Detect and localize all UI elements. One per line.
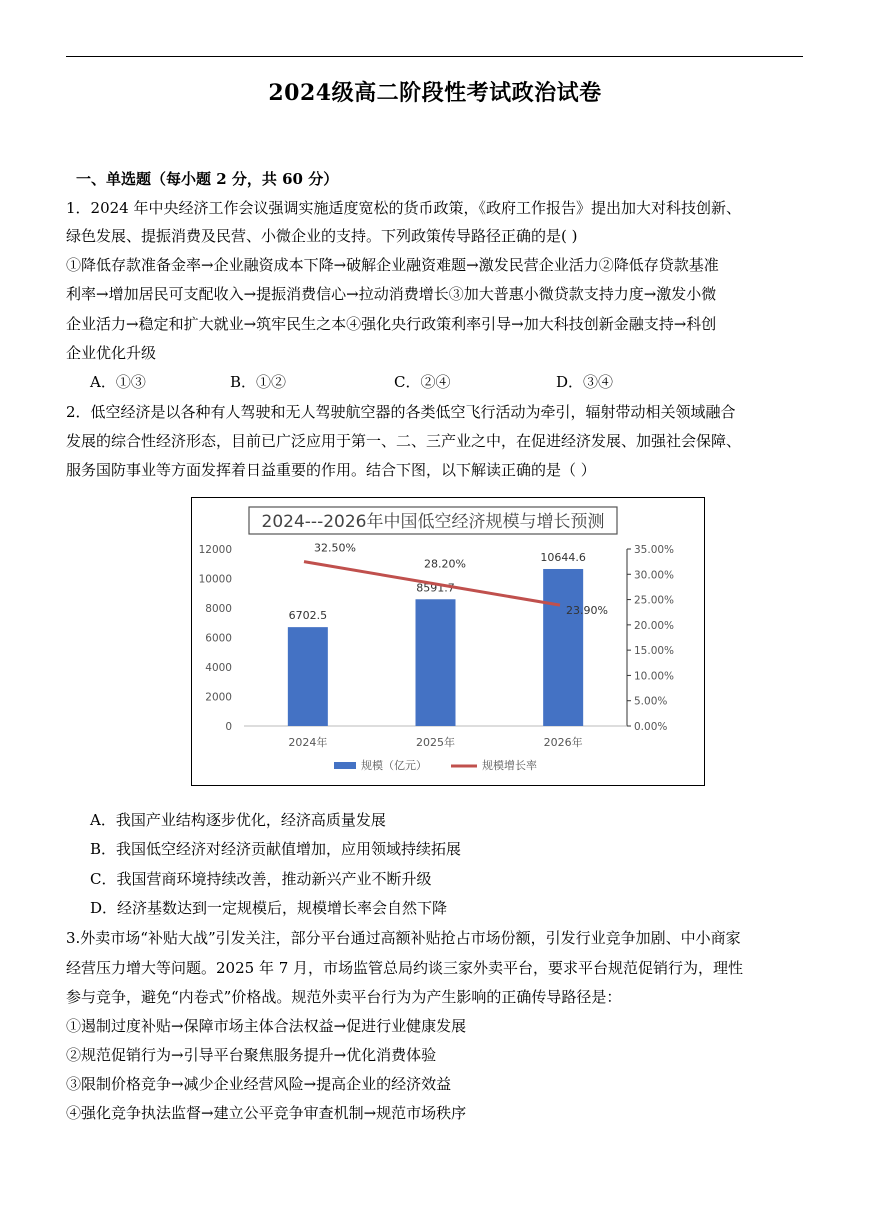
chart-svg bbox=[192, 498, 703, 784]
header-rule bbox=[66, 56, 803, 57]
option-a[interactable]: A．①③ bbox=[90, 373, 146, 391]
question-text: ③限制价格竞争→减少企业经营风险→提高企业的经济效益 bbox=[66, 1075, 452, 1093]
y-tick-label: 10000 bbox=[198, 573, 232, 586]
x-tick-label: 2026年 bbox=[543, 736, 583, 749]
question-text: 企业活力→稳定和扩大就业→筑牢民生之本④强化央行政策利率引导→加大科技创新金融支持→科创 bbox=[66, 315, 717, 333]
y2-tick-label: 5.00% bbox=[634, 695, 668, 708]
y-tick-label: 4000 bbox=[205, 662, 232, 674]
line-data-label: 32.50% bbox=[314, 541, 356, 555]
y-tick-label: 6000 bbox=[205, 632, 232, 645]
question-text: 3.外卖市场“补贴大战”引发关注，部分平台通过高额补贴抢占市场份额，引发行业竞争加剧、中小商家 bbox=[66, 929, 741, 947]
section-heading: 一、单选题（每小题 2 分，共 60 分） bbox=[76, 170, 339, 188]
question-text: ①降低存款准备金率→企业融资成本下降→破解企业融资难题→激发民营企业活力②降低存贷款基准 bbox=[66, 256, 719, 274]
legend-label: 规模（亿元） bbox=[361, 759, 427, 772]
question-text: 服务国防事业等方面发挥着日益重要的作用。结合下图，以下解读正确的是（ ） bbox=[66, 461, 596, 479]
line-data-label: 28.20% bbox=[424, 557, 466, 571]
y-tick-label: 12000 bbox=[198, 544, 232, 556]
y2-tick-label: 0.00% bbox=[634, 721, 668, 733]
question-text: 绿色发展、提振消费及民营、小微企业的支持。下列政策传导路径正确的是( ) bbox=[66, 227, 578, 245]
question-text: ①遏制过度补贴→保障市场主体合法权益→促进行业健康发展 bbox=[66, 1017, 467, 1035]
question-text: 发展的综合性经济形态，目前已广泛应用于第一、二、三产业之中，在促进经济发展、加强社会保障、 bbox=[66, 432, 742, 450]
bar-data-label: 10644.6 bbox=[540, 550, 586, 564]
page-title: 2024级高二阶段性考试政治试卷 bbox=[268, 80, 602, 106]
y2-tick-label: 20.00% bbox=[634, 619, 675, 632]
question-text: 2．低空经济是以各种有人驾驶和无人驾驶航空器的各类低空飞行活动为牵引，辐射带动相关领域融合 bbox=[66, 403, 736, 421]
x-tick-label: 2025年 bbox=[416, 736, 455, 749]
option-d[interactable]: D．经济基数达到一定规模后，规模增长率会自然下降 bbox=[90, 899, 448, 917]
chart-figure bbox=[191, 497, 705, 786]
question-text: 1．2024 年中央经济工作会议强调实施适度宽松的货币政策，《政府工作报告》提出加大对科技创新、 bbox=[66, 199, 741, 217]
y2-tick-label: 10.00% bbox=[634, 670, 675, 683]
question-text: 利率→增加居民可支配收入→提振消费信心→拉动消费增长③加大普惠小微贷款支持力度→激发小微 bbox=[66, 285, 717, 303]
bar bbox=[416, 599, 456, 726]
option-c[interactable]: C．我国营商环境持续改善，推动新兴产业不断升级 bbox=[90, 870, 432, 888]
question-text: ②规范促销行为→引导平台聚焦服务提升→优化消费体验 bbox=[66, 1046, 437, 1064]
y2-tick-label: 15.00% bbox=[634, 645, 675, 658]
option-d[interactable]: D．③④ bbox=[556, 373, 614, 391]
y2-tick-label: 25.00% bbox=[634, 594, 675, 607]
y-tick-label: 0 bbox=[225, 721, 232, 733]
bar bbox=[543, 569, 583, 726]
legend-swatch-bar bbox=[334, 762, 356, 769]
legend-label: 规模增长率 bbox=[482, 759, 537, 772]
question-text: 参与竞争，避免“内卷式”价格战。规范外卖平台行为为产生影响的正确传导路径是： bbox=[66, 988, 622, 1006]
question-text: 经营压力增大等问题。2025 年 7 月，市场监管总局约谈三家外卖平台，要求平台规范促销行为，理性 bbox=[66, 959, 744, 977]
option-a[interactable]: A．我国产业结构逐步优化，经济高质量发展 bbox=[90, 811, 386, 829]
option-b[interactable]: B．①② bbox=[230, 373, 287, 391]
chart-title: 2024---2026年中国低空经济规模与增长预测 bbox=[261, 512, 605, 532]
bar bbox=[288, 627, 328, 726]
line-data-label: 23.90% bbox=[566, 604, 608, 618]
y-tick-label: 8000 bbox=[205, 603, 232, 615]
y-tick-label: 2000 bbox=[205, 691, 232, 704]
bar-data-label: 6702.5 bbox=[288, 609, 328, 623]
bar-data-label: 8591.7 bbox=[416, 581, 455, 595]
option-c[interactable]: C．②④ bbox=[394, 373, 451, 391]
y2-tick-label: 30.00% bbox=[634, 569, 675, 582]
y2-tick-label: 35.00% bbox=[634, 544, 675, 556]
x-tick-label: 2024年 bbox=[288, 736, 328, 749]
question-text: 企业优化升级 bbox=[66, 344, 157, 362]
option-b[interactable]: B．我国低空经济对经济贡献值增加，应用领域持续拓展 bbox=[90, 840, 462, 858]
question-text: ④强化竞争执法监督→建立公平竞争审查机制→规范市场秩序 bbox=[66, 1104, 467, 1122]
